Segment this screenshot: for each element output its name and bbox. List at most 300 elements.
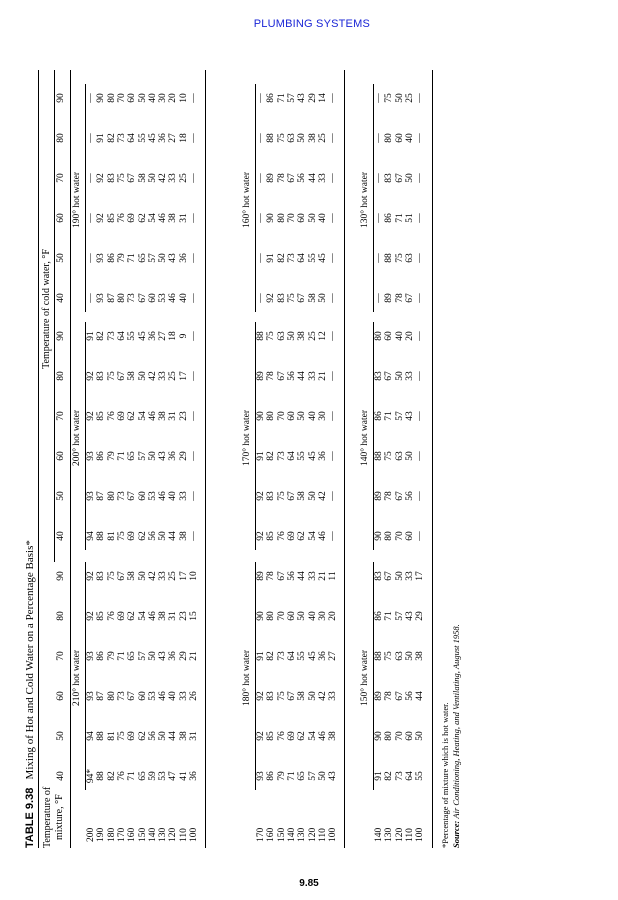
table-cell: 85: [96, 611, 107, 621]
table-cell: 86: [374, 411, 384, 421]
table-cell: 50: [297, 411, 308, 421]
table-cell: 50: [394, 93, 405, 103]
group-rule: [85, 562, 86, 790]
table-cell: 47: [168, 771, 179, 781]
table-cell: —: [189, 133, 199, 143]
table-cell: 87: [96, 691, 107, 701]
table-cell: 87: [106, 293, 117, 303]
table-cell: 42: [147, 571, 158, 581]
table-cell: 46: [158, 213, 169, 223]
table-cell: 92: [86, 571, 96, 581]
table-cell: —: [189, 93, 199, 103]
table-cell: 36: [168, 651, 179, 661]
table-cell: 92: [256, 691, 266, 701]
table-cell: 55: [297, 451, 308, 461]
table-cell: 30: [317, 611, 328, 621]
table-cell: 50: [307, 213, 318, 223]
table-cell: 90: [374, 731, 384, 741]
table-cell: 38: [415, 651, 426, 661]
table-cell: 40: [147, 93, 158, 103]
table-cell: 88: [374, 451, 384, 461]
table-cell: 73: [286, 253, 297, 263]
table-cell: 92: [96, 213, 107, 223]
table-cell: 71: [127, 253, 138, 263]
table-cell: 31: [168, 411, 179, 421]
table-cell: 70: [286, 213, 297, 223]
table-cell: —: [415, 133, 426, 143]
table-cell: 57: [286, 93, 297, 103]
table-cell: 60: [286, 411, 297, 421]
column-header: 50: [56, 731, 66, 741]
table-cell: 46: [317, 531, 328, 541]
table-cell: 50: [307, 491, 318, 501]
table-cell: 50: [297, 133, 308, 143]
table-cell: 64: [286, 451, 297, 461]
table-cell: 25: [317, 133, 328, 143]
rotated-table: [24, 28, 594, 848]
mixture-temp: 130: [297, 827, 308, 842]
table-cell: 31: [168, 611, 179, 621]
group-rule: [85, 84, 86, 312]
table-cell: 64: [127, 133, 138, 143]
row-header: [42, 787, 66, 848]
table-cell: 64: [404, 771, 415, 781]
table-cell: 62: [137, 731, 148, 741]
table-cell: 79: [116, 253, 127, 263]
super-header: Temperature of cold water, °F: [41, 249, 52, 369]
table-cell: 58: [307, 293, 318, 303]
table-cell: 56: [286, 571, 297, 581]
table-cell: 44: [168, 731, 179, 741]
table-cell: 62: [297, 731, 308, 741]
table-cell: 92: [256, 731, 266, 741]
table-cell: 89: [374, 491, 384, 501]
table-cell: 46: [147, 611, 158, 621]
table-cell: —: [189, 293, 199, 303]
table-cell: 65: [297, 771, 308, 781]
header-rule: [70, 70, 71, 848]
table-cell: 65: [127, 651, 138, 661]
table-cell: 27: [328, 651, 339, 661]
table-cell: 81: [106, 531, 117, 541]
mixture-temp: 140: [286, 827, 297, 842]
table-cell: 20: [404, 331, 415, 341]
table-cell: 92: [86, 611, 96, 621]
column-header: 60: [56, 213, 66, 223]
table-cell: —: [374, 133, 384, 143]
table-cell: 73: [394, 771, 405, 781]
table-cell: 67: [384, 571, 395, 581]
table-cell: 71: [384, 611, 395, 621]
table-cell: —: [86, 293, 96, 303]
group-rule: [373, 562, 374, 790]
table-cell: 58: [297, 491, 308, 501]
table-cell: —: [86, 253, 96, 263]
table-cell: 65: [137, 253, 148, 263]
table-cell: 33: [178, 491, 189, 501]
table-cell: —: [256, 213, 266, 223]
table-cell: 50: [394, 371, 405, 381]
table-cell: 50: [137, 93, 148, 103]
table-cell: 71: [276, 93, 287, 103]
table-cell: —: [86, 213, 96, 223]
table-cell: 10: [178, 93, 189, 103]
table-cell: 57: [147, 253, 158, 263]
table-cell: 40: [168, 491, 179, 501]
block-rule: [205, 70, 206, 848]
table-cell: 78: [394, 293, 405, 303]
table-cell: 45: [147, 133, 158, 143]
table-cell: 93: [256, 771, 266, 781]
column-header: 40: [56, 293, 66, 303]
table-cell: 40: [178, 293, 189, 303]
table-cell: 60: [137, 491, 148, 501]
table-cell: 80: [276, 213, 287, 223]
table-cell: 80: [106, 491, 117, 501]
column-header: 60: [56, 691, 66, 701]
table-cell: 60: [286, 611, 297, 621]
table-cell: 50: [286, 331, 297, 341]
group-label: 170° hot water: [242, 409, 252, 467]
table-cell: 91: [256, 451, 266, 461]
table-cell: 21: [189, 651, 199, 661]
table-cell: 55: [137, 133, 148, 143]
table-cell: 88: [256, 331, 266, 341]
table-cell: 85: [266, 531, 277, 541]
table-cell: 90: [96, 93, 107, 103]
table-cell: 85: [96, 411, 107, 421]
table-cell: 94*: [86, 768, 96, 784]
table-cell: 90: [256, 411, 266, 421]
mixture-temp: 190: [96, 827, 107, 842]
table-cell: 76: [106, 611, 117, 621]
table-cell: 40: [394, 331, 405, 341]
column-header: 90: [56, 571, 66, 581]
table-cell: 90: [266, 213, 277, 223]
table-cell: 89: [266, 173, 277, 183]
table-cell: 62: [137, 213, 148, 223]
table-cell: 50: [404, 451, 415, 461]
table-cell: 69: [286, 731, 297, 741]
table-cell: 9: [178, 333, 189, 339]
table-cell: 58: [127, 571, 138, 581]
mixture-temp: 140: [374, 827, 384, 842]
top-rule: [38, 70, 39, 848]
table-cell: 41: [178, 771, 189, 781]
table-cell: 40: [307, 411, 318, 421]
table-cell: 50: [137, 571, 148, 581]
table-cell: 25: [307, 331, 318, 341]
table-cell: 90: [374, 531, 384, 541]
source-line: [451, 624, 461, 848]
mixture-temp: 120: [394, 827, 405, 842]
mixture-temp: 110: [178, 828, 189, 842]
table-cell: 56: [404, 691, 415, 701]
column-header: 90: [56, 331, 66, 341]
table-cell: 67: [127, 173, 138, 183]
table-title: [24, 540, 36, 848]
table-cell: 83: [266, 491, 277, 501]
table-cell: —: [256, 173, 266, 183]
table-cell: —: [374, 93, 384, 103]
table-cell: 33: [317, 173, 328, 183]
table-cell: 86: [384, 213, 395, 223]
table-cell: 89: [256, 571, 266, 581]
table-cell: 89: [374, 691, 384, 701]
table-cell: 56: [147, 731, 158, 741]
table-cell: 80: [106, 93, 117, 103]
table-cell: 55: [127, 331, 138, 341]
table-cell: 53: [158, 293, 169, 303]
table-cell: 29: [178, 651, 189, 661]
table-cell: 79: [106, 651, 117, 661]
table-cell: —: [328, 411, 339, 421]
table-title-text: Mixing of Hot and Cold Water on a Percentage Basis*: [24, 540, 36, 780]
table-cell: 36: [168, 451, 179, 461]
group-label: 210° hot water: [72, 649, 82, 707]
group-rule: [373, 84, 374, 312]
table-cell: 64: [286, 651, 297, 661]
table-cell: 44: [415, 691, 426, 701]
table-cell: 71: [286, 771, 297, 781]
table-cell: 57: [137, 451, 148, 461]
table-cell: 50: [394, 571, 405, 581]
table-cell: 91: [266, 253, 277, 263]
table-cell: 86: [96, 651, 107, 661]
table-cell: 43: [158, 451, 169, 461]
table-cell: 50: [158, 731, 169, 741]
table-cell: 63: [404, 253, 415, 263]
table-cell: 89: [256, 371, 266, 381]
table-cell: —: [256, 253, 266, 263]
table-cell: 78: [266, 571, 277, 581]
table-cell: 50: [147, 173, 158, 183]
table-cell: 57: [394, 411, 405, 421]
table-cell: 57: [137, 651, 148, 661]
table-cell: —: [189, 253, 199, 263]
running-head: PLUMBING SYSTEMS: [253, 18, 370, 30]
table-cell: 90: [256, 611, 266, 621]
table-cell: —: [189, 411, 199, 421]
table-cell: 59: [147, 771, 158, 781]
table-cell: —: [328, 331, 339, 341]
table-cell: 67: [297, 293, 308, 303]
table-cell: 46: [317, 731, 328, 741]
table-cell: 67: [276, 371, 287, 381]
table-cell: 76: [106, 411, 117, 421]
table-cell: 76: [116, 771, 127, 781]
table-cell: 92: [266, 293, 277, 303]
table-cell: 75: [394, 253, 405, 263]
table-cell: 71: [116, 451, 127, 461]
table-cell: 27: [168, 133, 179, 143]
table-cell: 94: [86, 731, 96, 741]
table-cell: 63: [276, 331, 287, 341]
table-cell: 18: [168, 331, 179, 341]
table-cell: 42: [317, 691, 328, 701]
table-cell: 67: [404, 293, 415, 303]
table-cell: 67: [394, 173, 405, 183]
table-cell: 76: [276, 731, 287, 741]
table-cell: 14: [317, 93, 328, 103]
table-cell: 38: [328, 731, 339, 741]
table-cell: 70: [276, 611, 287, 621]
table-cell: 88: [96, 771, 107, 781]
table-cell: 80: [384, 531, 395, 541]
table-cell: 91: [96, 133, 107, 143]
table-cell: 38: [178, 531, 189, 541]
table-cell: 44: [297, 371, 308, 381]
table-cell: 45: [137, 331, 148, 341]
table-cell: 54: [147, 213, 158, 223]
table-cell: 36: [317, 451, 328, 461]
table-cell: 86: [374, 611, 384, 621]
table-cell: 60: [404, 531, 415, 541]
table-cell: 43: [168, 253, 179, 263]
table-cell: 83: [374, 571, 384, 581]
mixture-temp: 170: [256, 827, 266, 842]
table-cell: 31: [189, 731, 199, 741]
table-cell: —: [256, 293, 266, 303]
table-cell: 67: [127, 691, 138, 701]
block-rule: [432, 70, 433, 848]
super-rule: [54, 70, 55, 562]
table-cell: 17: [415, 571, 426, 581]
table-cell: 82: [106, 133, 117, 143]
table-cell: 46: [158, 491, 169, 501]
mixture-temp: 200: [86, 827, 96, 842]
table-cell: 75: [384, 451, 395, 461]
table-cell: 42: [158, 173, 169, 183]
table-cell: 83: [266, 691, 277, 701]
table-cell: 70: [276, 411, 287, 421]
table-cell: 43: [404, 411, 415, 421]
table-cell: 60: [147, 293, 158, 303]
table-cell: 40: [307, 611, 318, 621]
table-cell: 67: [116, 571, 127, 581]
table-cell: 23: [178, 411, 189, 421]
table-cell: 71: [127, 771, 138, 781]
mixture-temp: 120: [307, 827, 318, 842]
table-cell: 76: [116, 213, 127, 223]
table-cell: 50: [158, 531, 169, 541]
mixture-temp: 130: [158, 827, 169, 842]
mixture-temp: 130: [384, 827, 395, 842]
table-cell: 33: [307, 571, 318, 581]
table-cell: 83: [96, 371, 107, 381]
table-cell: 70: [394, 531, 405, 541]
table-cell: 73: [276, 651, 287, 661]
table-cell: 51: [404, 213, 415, 223]
table-cell: 86: [266, 93, 277, 103]
column-header: 80: [56, 371, 66, 381]
mixture-temp: 110: [404, 828, 415, 842]
table-cell: 60: [137, 691, 148, 701]
table-cell: 62: [127, 611, 138, 621]
table-cell: 83: [106, 173, 117, 183]
table-cell: 82: [266, 651, 277, 661]
table-cell: 80: [116, 293, 127, 303]
table-cell: 67: [394, 491, 405, 501]
table-cell: 85: [106, 213, 117, 223]
table-cell: 56: [286, 371, 297, 381]
table-cell: 50: [147, 651, 158, 661]
table-cell: —: [86, 93, 96, 103]
table-cell: 60: [127, 93, 138, 103]
table-cell: 75: [266, 331, 277, 341]
table-cell: 63: [394, 451, 405, 461]
table-cell: 36: [317, 651, 328, 661]
table-cell: 75: [116, 173, 127, 183]
table-cell: 86: [96, 451, 107, 461]
table-cell: —: [374, 173, 384, 183]
mixture-temp: 100: [415, 827, 426, 842]
table-cell: 43: [297, 93, 308, 103]
table-cell: 43: [404, 611, 415, 621]
table-cell: 30: [158, 93, 169, 103]
table-cell: 45: [317, 253, 328, 263]
table-cell: 65: [137, 771, 148, 781]
table-cell: 50: [415, 731, 426, 741]
table-cell: 30: [317, 411, 328, 421]
group-rule: [255, 84, 256, 312]
table-cell: 89: [384, 293, 395, 303]
table-cell: 53: [147, 491, 158, 501]
table-cell: 93: [96, 253, 107, 263]
table-cell: 60: [297, 213, 308, 223]
table-cell: 88: [266, 133, 277, 143]
mixture-temp: 160: [127, 827, 138, 842]
table-cell: 50: [404, 173, 415, 183]
table-cell: 64: [116, 331, 127, 341]
column-header: 90: [56, 93, 66, 103]
table-cell: —: [189, 371, 199, 381]
table-cell: 38: [158, 611, 169, 621]
table-cell: —: [415, 411, 426, 421]
mixture-temp: 140: [147, 827, 158, 842]
table-cell: 70: [116, 93, 127, 103]
table-cell: 33: [404, 371, 415, 381]
table-cell: 69: [127, 531, 138, 541]
table-cell: 69: [286, 531, 297, 541]
table-cell: 33: [328, 691, 339, 701]
table-cell: 78: [384, 491, 395, 501]
column-header: 70: [56, 651, 66, 661]
group-label: 150° hot water: [360, 649, 370, 707]
table-cell: 50: [317, 771, 328, 781]
table-cell: 40: [168, 691, 179, 701]
table-cell: 25: [404, 93, 415, 103]
table-cell: 80: [384, 731, 395, 741]
table-cell: —: [256, 93, 266, 103]
table-cell: 55: [307, 253, 318, 263]
table-cell: 67: [286, 173, 297, 183]
table-cell: 92: [96, 173, 107, 183]
table-cell: 27: [158, 331, 169, 341]
mixture-temp: 180: [106, 827, 117, 842]
table-cell: 94: [86, 531, 96, 541]
block-rule: [344, 70, 345, 848]
table-cell: 67: [384, 371, 395, 381]
table-cell: 54: [137, 611, 148, 621]
table-cell: 33: [168, 173, 179, 183]
table-cell: —: [189, 451, 199, 461]
table-cell: —: [328, 451, 339, 461]
table-cell: 87: [96, 491, 107, 501]
table-cell: 38: [178, 731, 189, 741]
mixture-temp: 160: [266, 827, 277, 842]
group-rule: [255, 322, 256, 550]
